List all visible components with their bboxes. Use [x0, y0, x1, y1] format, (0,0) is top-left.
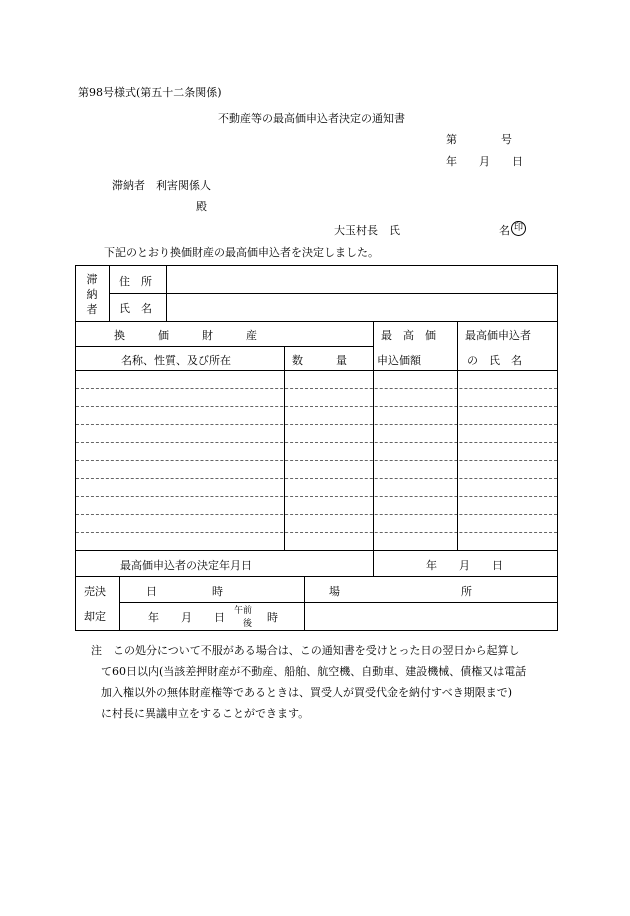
note-line-4: に村長に異議申立をすることができます。 — [101, 707, 310, 720]
note-line-2: て60日以内(当該差押財産が不動産、船舶、航空機、自動車、建設機械、債権又は電話 — [101, 665, 527, 678]
appeal-note — [91, 640, 561, 724]
address-label: 住 所 — [119, 275, 152, 288]
am-pm-top: 午前 — [234, 605, 253, 616]
addressee-label: 滞納者 利害関係人 — [112, 179, 211, 192]
sale-label-bottom: 却定 — [84, 610, 106, 623]
intro-text: 下記のとおり換価財産の最高価申込者を決定しました。 — [104, 246, 379, 259]
issuer-name: 大玉村長 氏 名 — [334, 224, 510, 237]
am-pm-selector — [234, 604, 252, 630]
form-number-header: 第98号様式(第五十二条関係) — [78, 86, 222, 99]
address-field[interactable] — [168, 272, 556, 292]
document-number: 第 号 — [446, 133, 512, 146]
highest-price-header-top: 最 高 価 — [381, 329, 436, 342]
sale-label-top: 売決 — [84, 585, 106, 598]
decision-date-value: 年 月 日 — [426, 559, 503, 572]
am-pm-bottom: 後 — [243, 618, 253, 629]
hour-label: 時 — [267, 611, 278, 624]
note-line-3: 加入権以外の無体財産権等であるときは、買受人が買受代金を納付すべき期限まで) — [101, 686, 513, 699]
quantity-header: 数 量 — [292, 354, 347, 367]
seal-mark: 印 — [511, 221, 526, 236]
honorific: 殿 — [196, 200, 207, 213]
note-line-1: 注 この処分について不服がある場合は、この通知書を受けとった日の翌日から起算し — [91, 644, 520, 657]
taxpayer-label: 滞納者 — [86, 273, 98, 316]
document-date: 年 月 日 — [446, 155, 523, 168]
name-field[interactable] — [168, 296, 556, 318]
document-title: 不動産等の最高価申込者決定の通知書 — [218, 112, 405, 125]
notice-table — [75, 265, 558, 631]
sale-date-value: 年 月 日 — [148, 611, 225, 624]
property-header: 換 価 財 産 — [114, 329, 257, 342]
place-label: 場 所 — [329, 585, 472, 598]
description-header: 名称、性質、及び所在 — [121, 354, 231, 367]
highest-price-header-bottom: 申込価額 — [377, 354, 421, 367]
name-label: 氏 名 — [119, 302, 152, 315]
bidder-header-bottom: の 氏 名 — [467, 354, 522, 367]
bidder-header-top: 最高価申込者 — [465, 329, 531, 342]
decision-date-label: 最高価申込者の決定年月日 — [120, 559, 252, 572]
datetime-label: 日 時 — [146, 585, 223, 598]
